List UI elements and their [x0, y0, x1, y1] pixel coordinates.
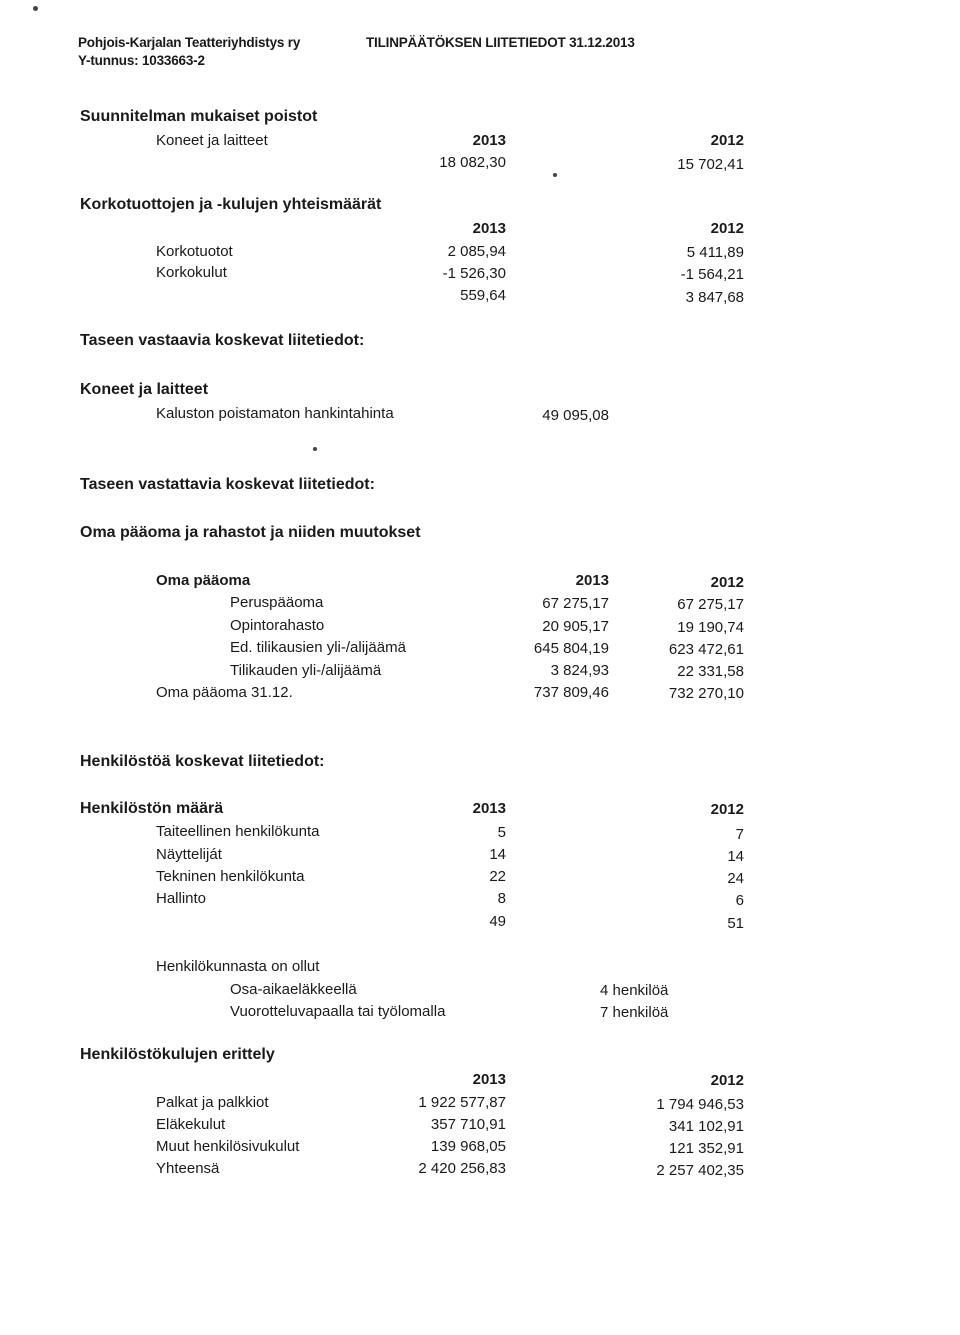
staff-row-2012: 24 — [727, 870, 744, 887]
cost-total-2013: 2 420 256,83 — [418, 1160, 506, 1177]
scan-speck — [313, 447, 317, 451]
cost-row-2013: 1 922 577,87 — [418, 1094, 506, 1111]
equity-row-label: Ed. tilikausien yli-/alijäämä — [230, 639, 406, 656]
liabilities-notes-title: Taseen vastattavia koskevat liitetiedot: — [80, 476, 375, 493]
interest-total-2012: 3 847,68 — [685, 289, 744, 306]
cost-row-2012: 1 794 946,53 — [656, 1096, 744, 1113]
equity-row-label: Tilikauden yli-/alijäämä — [230, 662, 382, 679]
year-2012-header: 2012 — [710, 801, 744, 818]
interest-row-2013: 2 085,94 — [447, 243, 506, 260]
equity-row-label: Opintorahasto — [230, 617, 325, 634]
cost-row-label: Muut henkilösivukulut — [156, 1138, 300, 1155]
assets-item-value: 49 095,08 — [542, 407, 609, 424]
equity-subtitle: Oma pääoma ja rahastot ja niiden muutokset — [80, 524, 421, 541]
depreciation-title: Suunnitelman mukaiset poistot — [80, 108, 318, 125]
equity-row-2013: 67 275,17 — [542, 595, 609, 612]
equity-row-2013: 645 804,19 — [533, 640, 609, 657]
staff-row-label: Näytteliját — [156, 846, 222, 863]
business-id: Y-tunnus: 1033663-2 — [78, 53, 205, 68]
staff-had-label: Henkilökunnasta on ollut — [156, 958, 320, 975]
staff-had-row-label: Osa-aikaeläkkeellä — [230, 981, 357, 998]
cost-row-2013: 139 968,05 — [430, 1138, 506, 1155]
staff-total-2012: 51 — [727, 915, 744, 932]
scan-speck — [553, 173, 557, 177]
equity-row-2013: 20 905,17 — [542, 618, 609, 635]
cost-row-label: Palkat ja palkkiot — [156, 1094, 269, 1111]
staff-notes-title: Henkilöstöä koskevat liitetiedot: — [80, 753, 325, 770]
staff-row-2013: 14 — [489, 846, 506, 863]
staff-row-2012: 7 — [735, 826, 744, 843]
interest-row-2012: -1 564,21 — [680, 266, 744, 283]
depreciation-value-2012: 15 702,41 — [677, 156, 744, 173]
year-2013-header: 2013 — [472, 132, 506, 149]
equity-row-2012: 19 190,74 — [677, 619, 744, 636]
assets-notes-title: Taseen vastaavia koskevat liitetiedot: — [80, 332, 365, 349]
staff-total-2013: 49 — [489, 913, 506, 930]
year-2012-header: 2012 — [710, 132, 744, 149]
staff-row-2012: 14 — [727, 848, 744, 865]
staff-had-row-value: 7 henkilöä — [600, 1004, 669, 1021]
cost-row-2012: 121 352,91 — [668, 1140, 744, 1157]
interest-row-label: Korkokulut — [156, 264, 227, 281]
year-2012-header: 2012 — [710, 220, 744, 237]
org-name: Pohjois-Karjalan Teatteriyhdistys ry — [78, 35, 301, 50]
staff-had-row-value: 4 henkilöä — [600, 982, 669, 999]
depreciation-item-label: Koneet ja laitteet — [156, 132, 268, 149]
interest-row-2013: -1 526,30 — [442, 265, 506, 282]
scan-speck — [33, 6, 38, 11]
assets-item-label: Kaluston poistamaton hankintahinta — [156, 405, 394, 422]
cost-row-2013: 357 710,91 — [430, 1116, 506, 1133]
staff-row-2013: 22 — [489, 868, 506, 885]
depreciation-value-2013: 18 082,30 — [439, 154, 506, 171]
equity-group-label: Oma pääoma — [156, 572, 251, 589]
year-2013-header: 2013 — [472, 1071, 506, 1088]
equity-total-label: Oma pääoma 31.12. — [156, 684, 293, 701]
equity-total-2012: 732 270,10 — [668, 685, 744, 702]
staff-had-row-label: Vuorotteluvapaalla tai työlomalla — [230, 1003, 446, 1020]
staff-row-2012: 6 — [735, 892, 744, 909]
cost-row-label: Eläkekulut — [156, 1116, 226, 1133]
equity-row-label: Peruspääoma — [230, 594, 324, 611]
staff-row-2013: 8 — [497, 890, 506, 907]
cost-total-2012: 2 257 402,35 — [656, 1162, 744, 1179]
staff-costs-title: Henkilöstökulujen erittely — [80, 1046, 275, 1063]
equity-row-2013: 3 824,93 — [550, 662, 609, 679]
interest-row-2012: 5 411,89 — [686, 244, 744, 261]
doc-title: TILINPÄÄTÖKSEN LIITETIEDOT 31.12.2013 — [366, 35, 635, 50]
year-2013-header: 2013 — [575, 572, 609, 589]
interest-title: Korkotuottojen ja -kulujen yhteismäärät — [80, 196, 382, 213]
cost-row-2012: 341 102,91 — [668, 1118, 744, 1135]
staff-row-2013: 5 — [497, 824, 506, 841]
assets-subtitle: Koneet ja laitteet — [80, 381, 209, 398]
equity-row-2012: 67 275,17 — [677, 596, 744, 613]
interest-total-2013: 559,64 — [460, 287, 506, 304]
staff-row-label: Hallinto — [156, 890, 207, 907]
year-2012-header: 2012 — [710, 1072, 744, 1089]
staff-count-title: Henkilöstön määrä — [80, 800, 224, 817]
interest-row-label: Korkotuotot — [156, 243, 233, 260]
equity-total-2013: 737 809,46 — [533, 684, 609, 701]
staff-row-label: Taiteellinen henkilökunta — [156, 823, 320, 840]
equity-row-2012: 22 331,58 — [677, 663, 744, 680]
equity-row-2012: 623 472,61 — [668, 641, 744, 658]
year-2013-header: 2013 — [472, 220, 506, 237]
cost-total-label: Yhteensä — [156, 1160, 220, 1177]
staff-row-label: Tekninen henkilökunta — [156, 868, 305, 885]
year-2012-header: 2012 — [710, 574, 744, 591]
year-2013-header: 2013 — [472, 800, 506, 817]
